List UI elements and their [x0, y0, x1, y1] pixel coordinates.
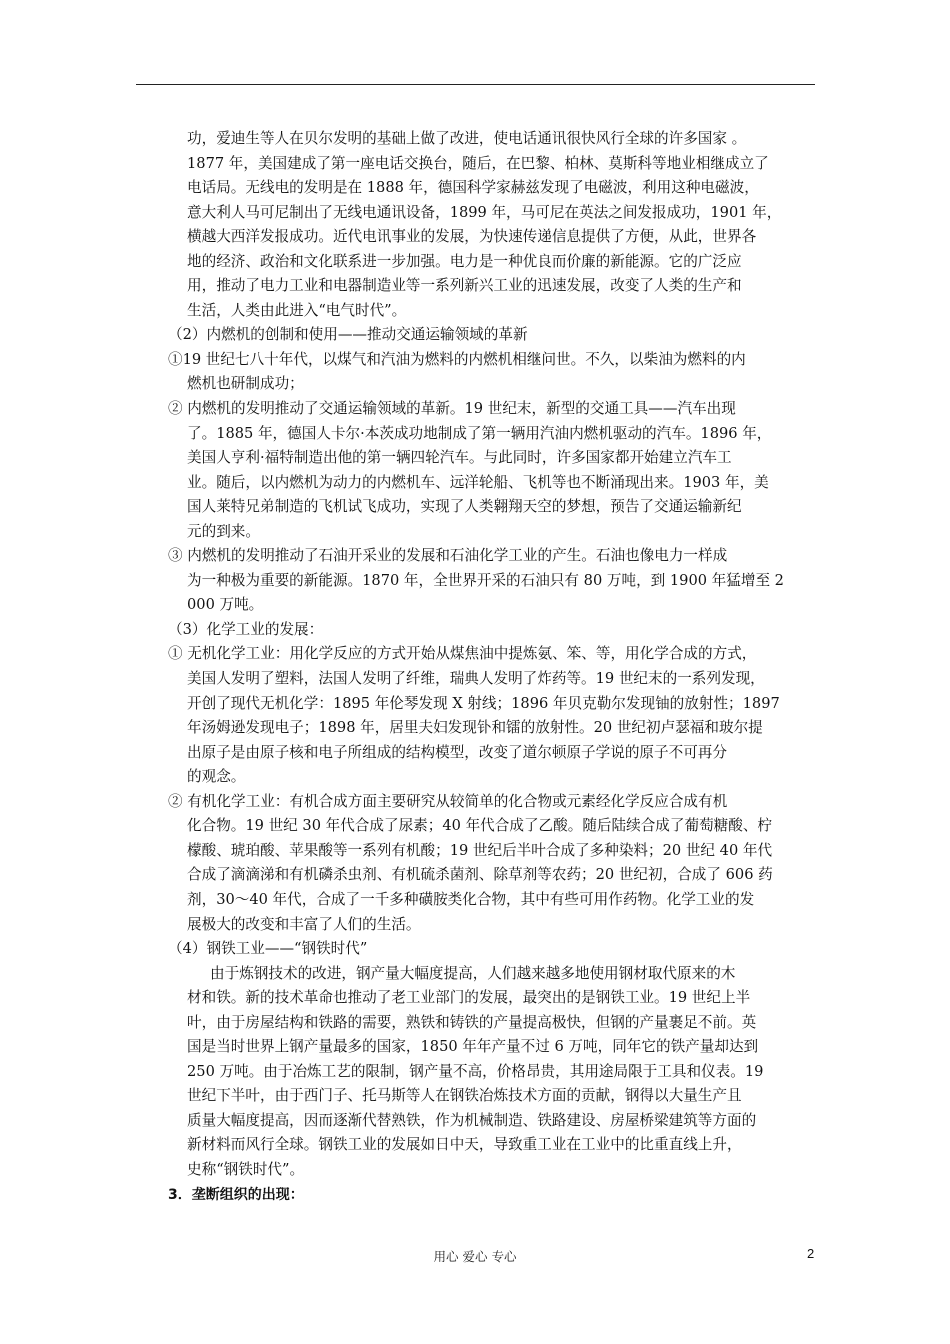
text-line: 为一种极为重要的新能源。1870 年，全世界开采的石油只有 80 万吨，到 1900 年猛增至 2	[187, 571, 784, 589]
text-line: 由于炼钢技术的改进，钢产量大幅度提高，人们越来越多地使用钢材取代原来的木	[210, 964, 736, 982]
text-line: 000 万吨。	[187, 596, 264, 614]
document-body	[168, 127, 814, 1207]
text-line: ② 有机化学工业：有机合成方面主要研究从较简单的化合物或元素经化学反应合成有机	[168, 792, 728, 810]
text-line: 合成了滴滴涕和有机磷杀虫剂、有机硫杀菌剂、除草剂等农药；20 世纪初，合成了 606 药	[187, 866, 773, 884]
text-line: 世纪下半叶，由于西门子、托马斯等人在钢铁冶炼技术方面的贡献，钢得以大量生产且	[187, 1087, 742, 1105]
text-line: 叶，由于房屋结构和铁路的需要，熟铁和铸铁的产量提高极快，但钢的产量裹足不前。英	[187, 1013, 757, 1031]
text-line: 出原子是由原子核和电子所组成的结构模型，改变了道尔顿原子学说的原子不可再分	[187, 743, 727, 761]
text-line: 意大利人马可尼制出了无线电通讯设备，1899 年，马可尼在英法之间发报成功，1901 年，	[187, 203, 782, 221]
text-line: 檬酸、琥珀酸、苹果酸等一系列有机酸；19 世纪后半叶合成了多种染料；20 世纪 40 年代	[187, 841, 773, 859]
text-line: 250 万吨。由于冶炼工艺的限制，钢产量不高，价格昂贵，其用途局限于工具和仪表。19	[187, 1062, 764, 1080]
text-line: 展极大的改变和丰富了人们的生活。	[187, 915, 421, 933]
text-line: 年汤姆逊发现电子；1898 年，居里夫妇发现钋和镭的放射性。20 世纪初卢瑟福和玻尔提	[187, 719, 763, 737]
header-rule	[136, 84, 815, 85]
section-subheading: （2）内燃机的创制和使用——推动交通运输领域的革新	[168, 326, 528, 344]
text-line: 化合物。19 世纪 30 年代合成了尿素；40 年代合成了乙酸。随后陆续合成了葡萄糖酸、柠	[187, 817, 773, 835]
text-line: 功，爱迪生等人在贝尔发明的基础上做了改进，使电话通讯很快风行全球的许多国家 。	[187, 130, 747, 147]
text-line: ③ 内燃机的发明推动了石油开采业的发展和石油化学工业的产生。石油也像电力一样成	[168, 547, 728, 565]
text-line: ① 无机化学工业：用化学反应的方式开始从煤焦油中提炼氨、笨、等，用化学合成的方式，	[168, 645, 757, 663]
text-line: 新材料而风行全球。钢铁工业的发展如日中天，导致重工业在工业中的比重直线上升，	[187, 1136, 742, 1154]
section-heading: 3．垄断组织的出现：	[168, 1186, 304, 1203]
text-line: 燃机也研制成功；	[187, 375, 304, 393]
text-line: 了。1885 年，德国人卡尔·本茨成功地制成了第一辆用汽油内燃机驱动的汽车。1896 年，	[187, 424, 772, 442]
text-line: ② 内燃机的发明推动了交通运输领域的革新。19 世纪末，新型的交通工具——汽车出现	[168, 400, 736, 418]
text-line: 美国人亨利·福特制造出他的第一辆四轮汽车。与此同时，许多国家都开始建立汽车工	[187, 449, 732, 467]
text-line: 的观念。	[187, 768, 246, 786]
text-line: 美国人发明了塑料，法国人发明了纤维，瑞典人发明了炸药等。19 世纪末的一系列发现，	[187, 670, 765, 688]
text-line: 国是当时世界上钢产量最多的国家，1850 年年产量不过 6 万吨，同年它的铁产量却达到	[187, 1038, 759, 1056]
text-line: 1877 年，美国建成了第一座电话交换台，随后，在巴黎、柏林、莫斯科等地业相继成立了	[187, 154, 769, 172]
text-line: 元的到来。	[187, 522, 260, 540]
text-line: 材和铁。新的技术革命也推动了老工业部门的发展，最突出的是钢铁工业。19 世纪上半	[187, 989, 751, 1007]
text-line: 地的经济、政治和文化联系进一步加强。电力是一种优良而价廉的新能源。它的广泛应	[187, 252, 742, 270]
section-subheading: （3）化学工业的发展：	[168, 620, 324, 638]
page-footer: 用心 爱心 专心	[433, 1249, 517, 1264]
text-line: ①19 世纪七八十年代，以煤气和汽油为燃料的内燃机相继问世。不久，以柴油为燃料的内	[168, 350, 746, 368]
text-line: 电话局。无线电的发明是在 1888 年，德国科学家赫兹发现了电磁波，利用这种电磁波，	[187, 179, 759, 197]
text-line: 剂，30～40 年代，合成了一千多种磺胺类化合物，其中有些可用作药物。化学工业的发	[187, 890, 755, 908]
text-line: 史称“钢铁时代”。	[187, 1160, 305, 1178]
section-subheading: （4）钢铁工业——“钢铁时代”	[168, 940, 368, 958]
text-line: 国人莱特兄弟制造的飞机试飞成功，实现了人类翱翔天空的梦想，预告了交通运输新纪	[187, 498, 742, 516]
text-line: 业。随后，以内燃机为动力的内燃机车、远洋轮船、飞机等也不断涌现出来。1903 年，美	[187, 473, 769, 491]
text-line: 质量大幅度提高，因而逐渐代替熟铁，作为机械制造、铁路建设、房屋桥梁建筑等方面的	[187, 1111, 757, 1129]
text-line: 横越大西洋发报成功。近代电讯事业的发展，为快速传递信息提供了方便，从此，世界各	[187, 228, 757, 246]
text-line: 用，推动了电力工业和电器制造业等一系列新兴工业的迅速发展，改变了人类的生产和	[187, 277, 742, 295]
page-number: 2	[807, 1246, 815, 1261]
text-line: 开创了现代无机化学：1895 年伦琴发现 X 射线；1896 年贝克勒尔发现铀的放射性；1897	[187, 694, 780, 712]
text-line: 生活，人类由此进入“电气时代”。	[187, 301, 407, 319]
